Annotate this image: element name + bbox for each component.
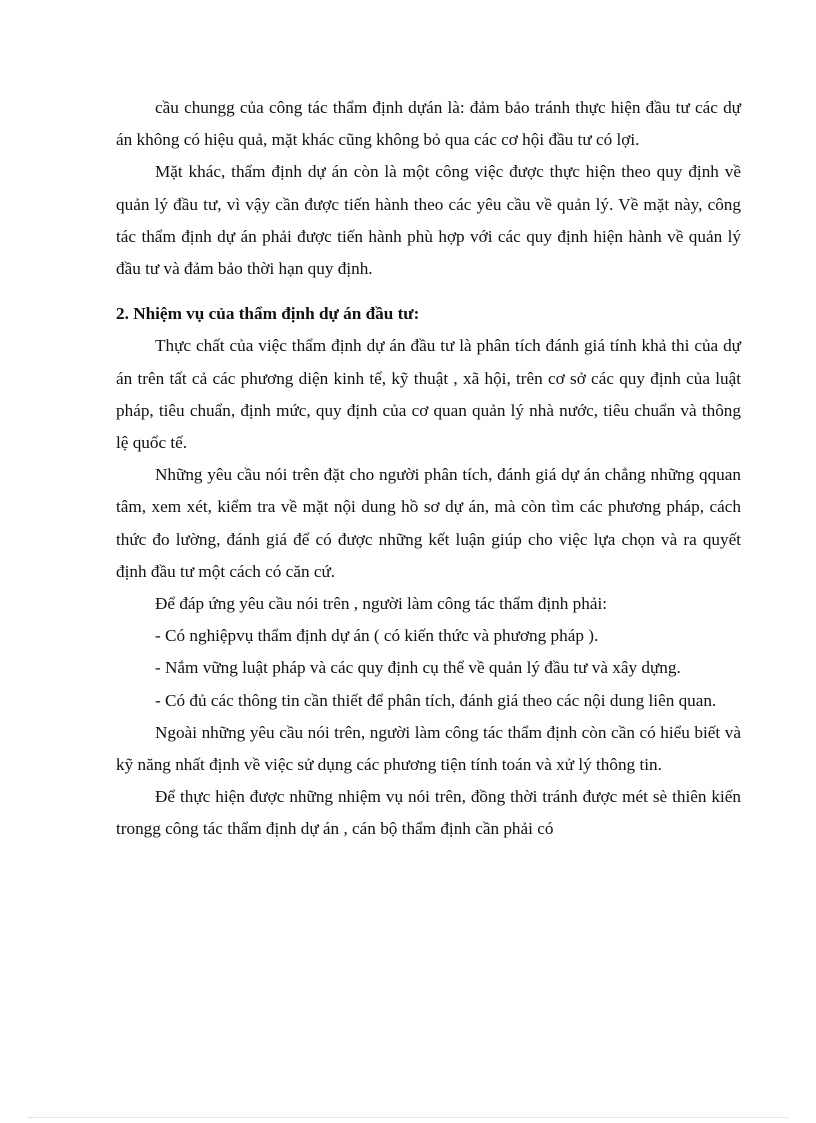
list-item-expertise: - Có nghiệpvụ thẩm định dự án ( có kiến thức và phương pháp ). — [155, 626, 599, 646]
paragraph-continuation: cầu chungg của công tác thẩm định dựán là: đảm bảo tránh thực hiện đầu tư các dự án không có hiệu quả, mặt khác cũng không bỏ qua các cơ hội đầu tư có lợi. — [116, 98, 741, 150]
paragraph-bias-avoidance: Để thực hiện được những nhiệm vụ nói trên, đồng thời tránh được mét sè thiên kiến trongg công tác thẩm định dự án , cán bộ thẩm định cần phải có — [116, 787, 741, 839]
section-heading: 2. Nhiệm vụ của thẩm định dự án đầu tư: — [116, 304, 420, 324]
list-item-information: - Có đủ các thông tin cần thiết để phân tích, đánh giá theo các nội dung liên quan. — [155, 690, 717, 710]
paragraph-additional-skills: Ngoài những yêu cầu nói trên, người làm công tác thẩm định còn cần có hiểu biết và kỹ năng nhất định về việc sử dụng các phương tiện tính toán và xử lý thông tin. — [116, 722, 741, 775]
page-bottom-dotted-rule — [28, 1117, 788, 1118]
paragraph-to-meet: Để đáp ứng yêu cầu nói trên , người làm công tác thẩm định phải: — [155, 594, 608, 614]
paragraph-requirements: Những yêu cầu nói trên đặt cho người phân tích, đánh giá dự án chẳng những qquan tâm, xem xét, kiểm tra về mặt nội dung hồ sơ dự án, mà còn tìm các phương pháp, cách thức đo lường, đánh giá để có được những kết luận giúp cho việc lựa chọn và ra quyết định đầu tư một cách có căn cứ. — [116, 465, 741, 581]
document-body — [116, 92, 741, 846]
paragraph-management-requirements: Mặt khác, thẩm định dự án còn là một công việc được thực hiện theo quy định về quản lý đầu tư, vì vậy cần được tiến hành theo các yêu cầu về quản lý. Về mặt này, công tác thẩm định dự án phải được tiến hành phù hợp với các quy định hiện hành về quản lý đầu tư và đảm bảo thời hạn quy định. — [116, 162, 741, 279]
paragraph-essence: Thực chất của việc thẩm định dự án đầu tư là phân tích đánh giá tính khả thi của dự án trên tất cả các phương diện kinh tế, kỹ thuật , xã hội, trên cơ sở các quy định của luật pháp, tiêu chuẩn, định mức, quy định của cơ quan quản lý nhà nước, tiêu chuẩn và thông lệ quốc tế. — [116, 336, 741, 453]
list-item-law: - Nắm vững luật pháp và các quy định cụ thể về quản lý đầu tư và xây dựng. — [155, 658, 681, 678]
